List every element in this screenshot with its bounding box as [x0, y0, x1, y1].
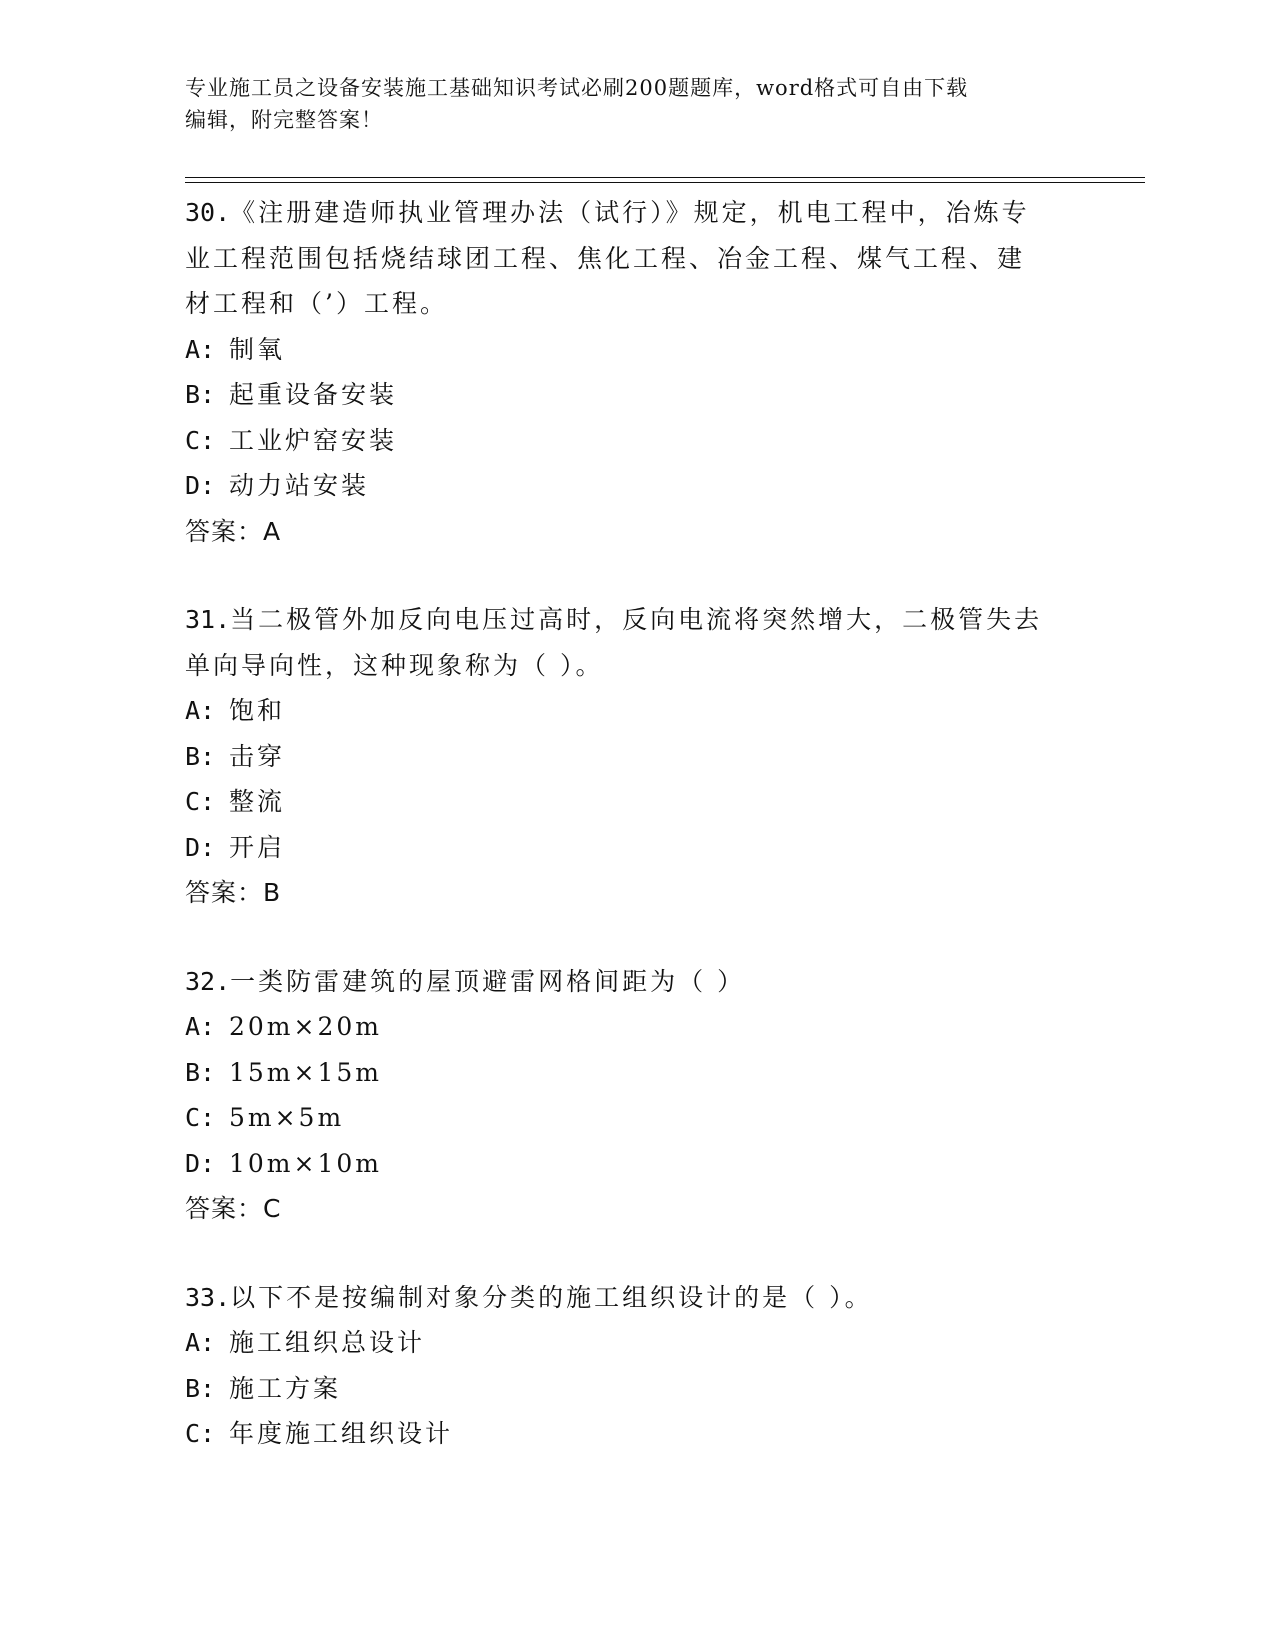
- option-a: [185, 1004, 1085, 1050]
- answer-line: 答案：C: [185, 1194, 282, 1223]
- question-number: 33.: [185, 1282, 231, 1312]
- option-letter: D:: [185, 1148, 216, 1178]
- option-b: [185, 1050, 1085, 1096]
- question-line-1: 以下不是按编制对象分类的施工组织设计的是（ ）。: [230, 1282, 873, 1312]
- question-line-1: 《注册建造师执业管理办法（试行）》规定，机电工程中，冶炼专: [230, 198, 1030, 227]
- option-letter: C:: [185, 425, 216, 455]
- option-d: [185, 463, 1085, 509]
- question-list: [185, 190, 1085, 1500]
- option-letter: C:: [185, 1419, 216, 1448]
- option-c: [185, 1411, 1085, 1457]
- question-text: [185, 597, 1085, 643]
- option-letter: C:: [185, 1103, 216, 1132]
- option-letter: A:: [185, 1012, 216, 1041]
- option-d: [185, 825, 1085, 871]
- option-letter: B:: [185, 1373, 216, 1403]
- option-a: [185, 327, 1085, 373]
- option-a: [185, 688, 1085, 734]
- option-letter: A:: [185, 696, 216, 725]
- header-divider-bottom: [185, 182, 1145, 183]
- option-text: 击穿: [229, 741, 286, 771]
- option-text: 5m×5m: [229, 1103, 345, 1132]
- option-letter: C:: [185, 787, 216, 816]
- question-33: [185, 1275, 1085, 1457]
- question-32: [185, 959, 1085, 1232]
- option-b: [185, 1366, 1085, 1412]
- answer-line: 答案：B: [185, 878, 282, 907]
- question-number: 32.: [185, 966, 231, 996]
- option-text: 工业炉窑安装: [229, 425, 398, 455]
- option-d: [185, 1141, 1085, 1187]
- option-c: [185, 1095, 1085, 1141]
- option-text: 起重设备安装: [229, 380, 398, 409]
- option-text: 动力站安装: [229, 471, 370, 500]
- question-30: [185, 190, 1085, 554]
- answer-line: 答案：A: [185, 516, 282, 546]
- document-header: [185, 72, 1065, 136]
- option-b: [185, 734, 1085, 780]
- question-line-3: 材工程和（’）工程。: [185, 289, 448, 318]
- question-text: [185, 1275, 1085, 1321]
- option-text: 整流: [229, 787, 286, 816]
- option-letter: B:: [185, 380, 216, 409]
- option-letter: A:: [185, 1328, 216, 1357]
- question-text: [185, 190, 1085, 236]
- option-text: 饱和: [229, 696, 286, 725]
- question-number: 31.: [185, 605, 231, 634]
- option-text: 10m×10m: [229, 1148, 382, 1178]
- question-line-1: 一类防雷建筑的屋顶避雷网格间距为（ ）: [230, 966, 746, 996]
- question-line-1: 当二极管外加反向电压过高时，反向电流将突然增大，二极管失去: [230, 605, 1043, 634]
- option-text: 制氧: [229, 334, 286, 364]
- option-letter: D:: [185, 471, 216, 500]
- option-letter: B:: [185, 1057, 216, 1087]
- question-number: 30.: [185, 198, 231, 227]
- option-text: 15m×15m: [229, 1057, 382, 1087]
- question-line-2: 业工程范围包括烧结球团工程、焦化工程、冶金工程、煤气工程、建: [185, 243, 1026, 273]
- option-b: [185, 372, 1085, 418]
- option-text: 年度施工组织设计: [229, 1419, 454, 1448]
- question-text: [185, 959, 1085, 1005]
- option-text: 施工方案: [229, 1373, 342, 1403]
- header-line-1: 专业施工员之设备安装施工基础知识考试必刷200题题库，word格式可自由下载: [185, 76, 969, 100]
- header-line-2: 编辑，附完整答案！: [185, 108, 383, 132]
- option-text: 施工组织总设计: [229, 1328, 426, 1357]
- option-c: [185, 418, 1085, 464]
- option-text: 20m×20m: [229, 1012, 382, 1041]
- option-a: [185, 1320, 1085, 1366]
- question-31: [185, 597, 1085, 916]
- option-text: 开启: [229, 832, 286, 862]
- question-line-2: 单向导向性，这种现象称为（ ）。: [185, 650, 604, 680]
- option-letter: D:: [185, 832, 216, 862]
- option-letter: B:: [185, 741, 216, 771]
- header-divider-top: [185, 177, 1145, 178]
- option-letter: A:: [185, 334, 216, 364]
- option-c: [185, 779, 1085, 825]
